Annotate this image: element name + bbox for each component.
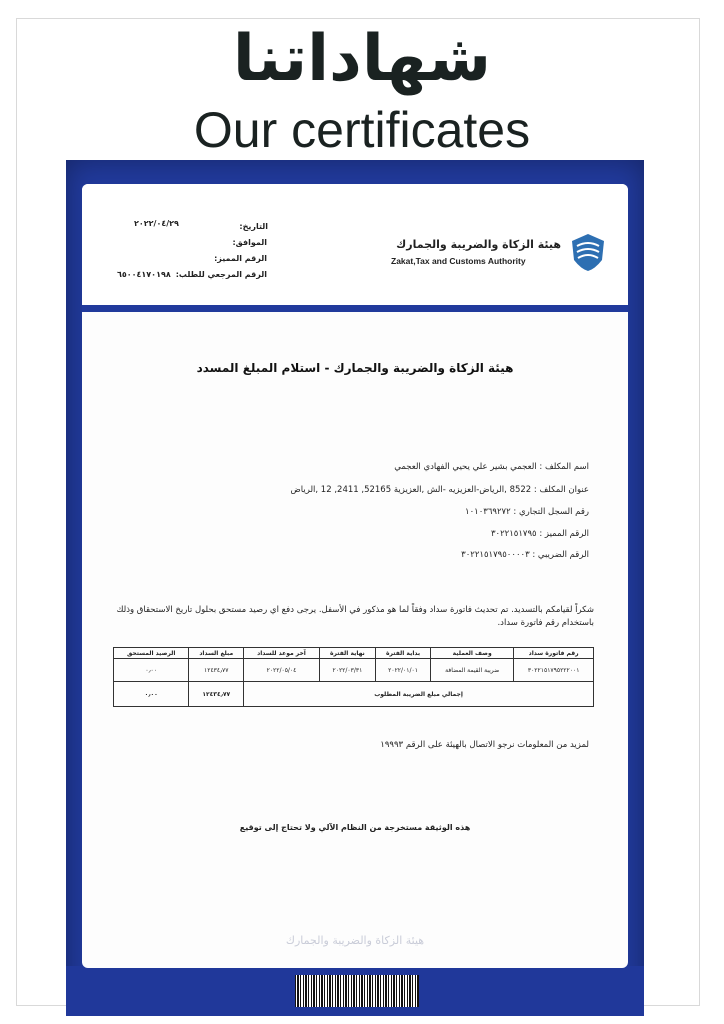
thanks-paragraph: شكراً لقيامكم بالتسديد. تم تحديث فاتورة سداد وفقاً لما هو مذكور في الأسفل. يرجى دفع اي رصيد مستحق بحلول تاريخ الاستحقاق وذلك باستخدام رقم فاتورة سداد. [116,605,594,628]
table-header: وصف العملية [431,648,514,659]
reference-label: الرقم المرجعي للطلب: [175,270,267,279]
distinct-number-label: الرقم المميز: [214,254,267,263]
payment-table [113,647,594,707]
organization-name-english: Zakat,Tax and Customs Authority [391,256,526,266]
table-cell: ٠٫٠٠ [114,659,189,682]
total-amount: ١٢٤٣٤٫٧٧ [189,682,244,707]
zatca-logo-icon [569,232,607,272]
barcode [295,975,419,1007]
organization-name-arabic: هيئة الزكاة والضريبة والجمارك [396,238,561,251]
corresponding-label: الموافق: [232,238,267,247]
table-cell: ٢٠٢٢/٠٥/٠٤ [244,659,320,682]
table-row [114,659,594,682]
table-total-row [114,682,594,707]
taxpayer-name: اسم المكلف : العجمي بشير علي يحيي الفهادي العجمي [394,462,589,472]
date-value: ٢٠٢٢/٠٤/٢٩ [134,219,179,228]
heading-english: Our certificates [193,102,531,158]
commercial-register: رقم السجل التجاري : ١٠١٠٣٦٩٢٧٢ [465,507,589,517]
table-cell: ٣٠٢٢١٥١٧٩٥٢٢٢٠٠١ [514,659,594,682]
header-separator [82,305,628,312]
table-cell: ١٢٤٣٤٫٧٧ [189,659,244,682]
document-title: هيئة الزكاة والضريبة والجمارك - استلام المبلغ المسدد [196,361,514,375]
table-header-row [114,648,594,659]
date-label: التاريخ: [239,222,268,231]
watermark: هيئة الزكاة والضريبة والجمارك [285,934,425,947]
total-label: إجمالي مبلغ الضريبة المطلوب [244,682,594,707]
table-cell: ٢٠٢٢/٠٣/٣١ [319,659,375,682]
table-header: آخر موعد للسداد [244,648,320,659]
contact-note: لمزيد من المعلومات نرجو الاتصال بالهيئة على الرقم ١٩٩٩٣ [380,740,589,750]
table-header: نهاية الفترة [319,648,375,659]
tax-number: الرقم الضريبي : ٣٠٢٢١٥١٧٩٥٠٠٠٠٣ [461,550,589,560]
taxpayer-address: عنوان المكلف : 8522 ,الرياض-العزيزيه -الش ,العزيزية 52165, 2411, 12 ,الرياض [290,485,589,495]
table-cell: ٢٠٢٢/٠١/٠١ [375,659,430,682]
table-header: بداية الفترة [375,648,430,659]
distinct-number: الرقم المميز : ٣٠٢٢١٥١٧٩٥ [490,529,589,539]
table-header: مبلغ السداد [189,648,244,659]
table-cell: ضريبة القيمة المضافة [431,659,514,682]
total-balance: ٠٫٠٠ [114,682,189,707]
footer-note: هذه الوثيقة مستخرجة من النظام الآلي ولا تحتاج إلى توقيع [239,823,471,832]
table-header: الرصيد المستحق [114,648,189,659]
reference-value: ٦٥٠٠٤١٧٠١٩٨ [117,270,171,279]
heading-arabic: شهاداتنا [232,22,492,96]
table-header: رقم فاتورة سداد [514,648,594,659]
